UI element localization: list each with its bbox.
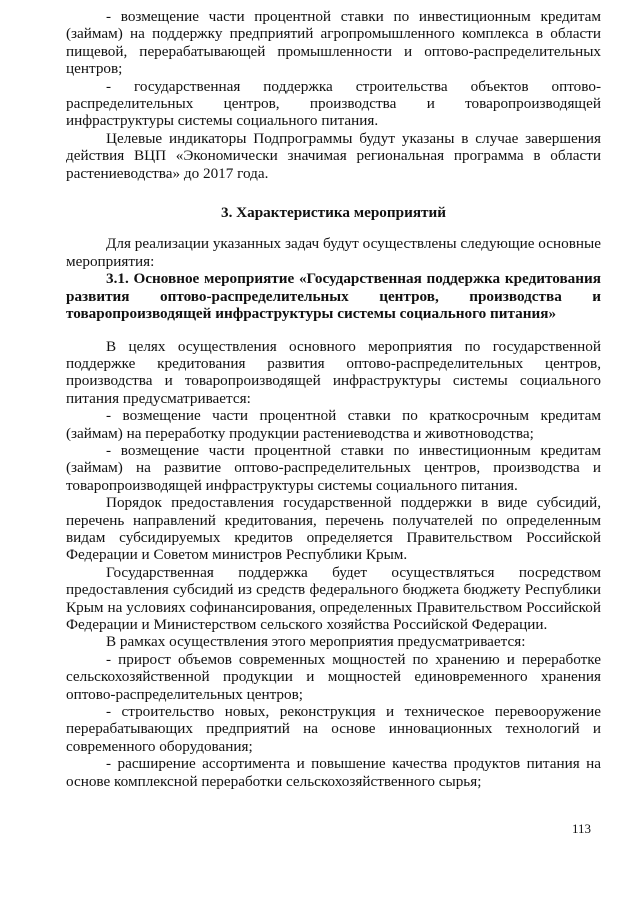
bullet-paragraph: - государственная поддержка строительства объектов оптово-распределительных центров, производства и товаропроизводящей инфраструктуры системы социального питания. (66, 77, 601, 130)
bullet-paragraph: - прирост объемов современных мощностей по хранению и переработке сельскохозяйственной продукции и мощностей единовременного хранения оптово-распределительных центров; (66, 650, 601, 703)
bullet-paragraph: - возмещение части процентной ставки по инвестиционным кредитам (займам) на поддержку предприятий агропромышленного комплекса в области пищевой, перерабатывающей промышленности и оптово-распределительных центров; (66, 8, 601, 78)
bullet-paragraph: - возмещение части процентной ставки по инвестиционным кредитам (займам) на развитие оптово-распределительных центров, производства и товаропроизводящей инфраструктуры системы социального питания. (66, 441, 601, 494)
body-paragraph: Порядок предоставления государственной поддержки в виде субсидий, перечень направлений кредитования, перечень получателей по определенным видам субсидируемых кредитов определяется Правительством Российской Федерации и Советом министров Республики Крым. (66, 494, 601, 564)
bullet-paragraph: - возмещение части процентной ставки по краткосрочным кредитам (займам) на переработку продукции растениеводства и животноводства; (66, 407, 601, 442)
body-paragraph: Целевые индикаторы Подпрограммы будут указаны в случае завершения действия ВЦП «Экономически значимая региональная программа в области растениеводства» до 2017 года. (66, 129, 601, 182)
bullet-paragraph: - расширение ассортимента и повышение качества продуктов питания на основе комплексной переработки сельскохозяйственного сырья; (66, 755, 601, 790)
body-paragraph: В целях осуществления основного мероприятия по государственной поддержке кредитования развития оптово-распределительных центров, производства и товаропроизводящей инфраструктуры системы социального питания предусматривается: (66, 337, 601, 407)
body-paragraph: Государственная поддержка будет осуществляться посредством предоставления субсидий из средств федерального бюджета бюджету Республики Крым на условиях софинансирования, определенных Правительством Российской Федерации и Министерством сельского хозяйства Российской Федерации. (66, 563, 601, 633)
section-heading: 3. Характеристика мероприятий (220, 204, 447, 222)
body-paragraph: В рамках осуществления этого мероприятия предусматривается: (106, 633, 526, 651)
document-page (66, 8, 601, 790)
page-number: 113 (572, 821, 592, 836)
intro-paragraph: Для реализации указанных задач будут осуществлены следующие основные мероприятия: (66, 235, 601, 270)
bullet-paragraph: - строительство новых, реконструкция и техническое перевооружение перерабатывающих предприятий на основе инновационных технологий и современного оборудования; (66, 703, 601, 755)
subsection-heading: 3.1. Основное мероприятие «Государственная поддержка кредитования развития оптово-распределительных центров, производства и товаропроизводящей инфраструктуры системы социального питания» (66, 270, 601, 323)
